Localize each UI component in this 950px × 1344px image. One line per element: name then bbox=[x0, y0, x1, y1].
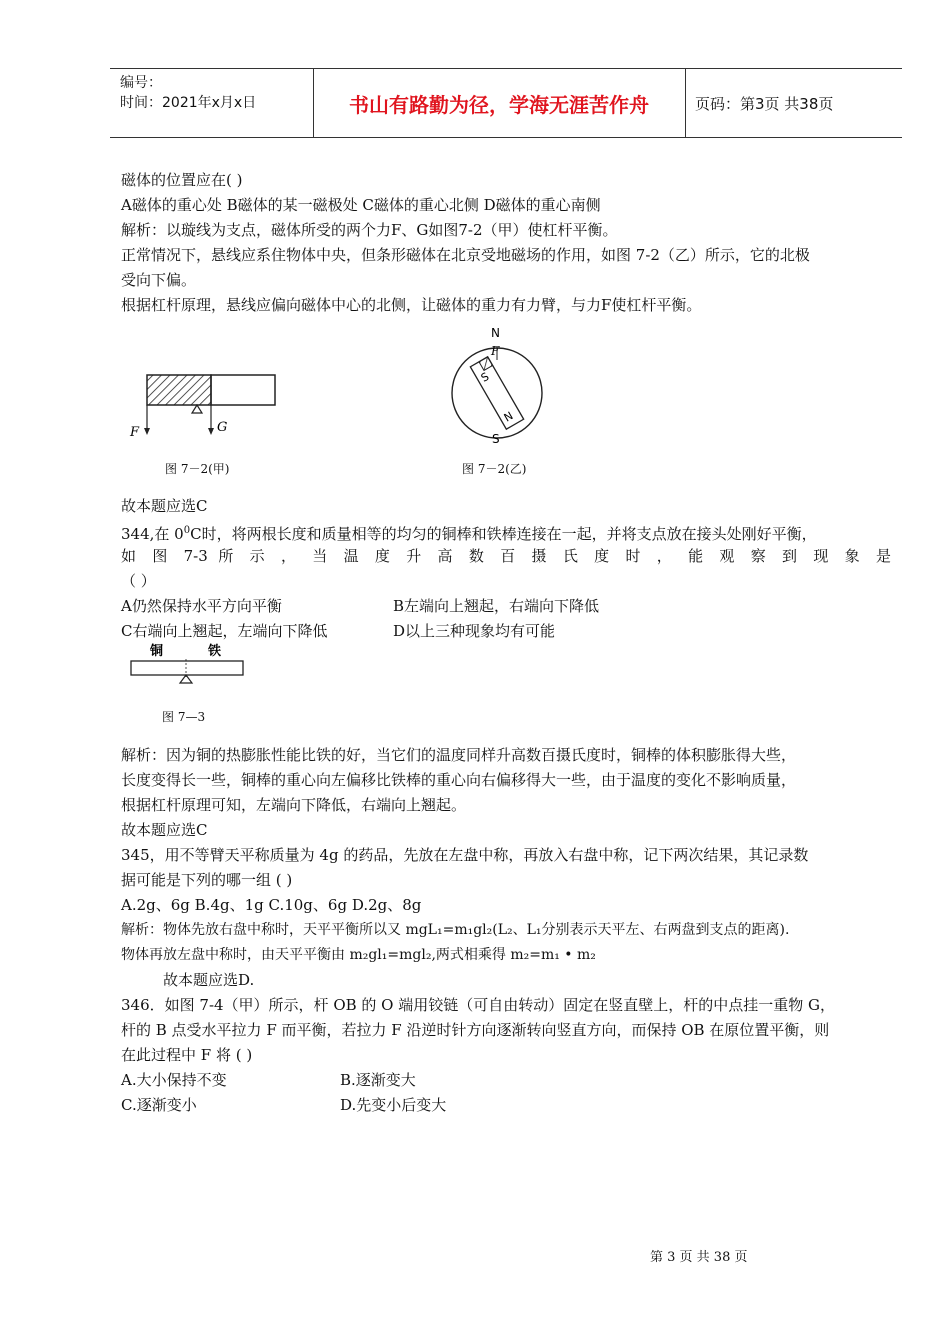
figure-caption: 图 7－2(乙) bbox=[462, 462, 527, 476]
label-copper: 铜 bbox=[150, 644, 164, 659]
figure-7-3 bbox=[125, 642, 250, 687]
rod bbox=[131, 661, 243, 675]
page-header bbox=[110, 68, 902, 138]
question-344-line: （ ） bbox=[121, 572, 156, 590]
text-line: 解析：以璇线为支点，磁体所受的两个力F、G如图7-2（甲）使杠杆平衡。 bbox=[121, 221, 618, 239]
analysis-line: 物体再放左盘中称时，由天平平衡由 m₂gl₁=mgl₂,两式相乘得 m₂=m₁ • m₂ bbox=[121, 947, 596, 963]
option-b: B.逐渐变大 bbox=[340, 1071, 416, 1089]
option-d: D以上三种现象均有可能 bbox=[393, 622, 556, 640]
option-a: A仍然保持水平方向平衡 bbox=[121, 597, 282, 615]
label-north: N bbox=[491, 326, 500, 340]
header-divider bbox=[685, 69, 686, 137]
question-344-line: 如 图 7-3 所 示 ， 当 温 度 升 高 数 百 摄 氏 度 时 ， 能 观 察 到 现 象 是 bbox=[121, 547, 891, 565]
text-line: A磁体的重心处 B磁体的某一磁极处 C磁体的重心北侧 D磁体的重心南侧 bbox=[121, 196, 601, 214]
answer-line: 故本题应选C bbox=[121, 821, 208, 839]
label-g: G bbox=[217, 420, 228, 435]
header-meta bbox=[120, 73, 256, 113]
figure-7-2-a bbox=[125, 360, 290, 450]
magnet-hatched-half bbox=[147, 375, 211, 405]
answer-line: 故本题应选D. bbox=[163, 971, 255, 989]
option-d: D.先变小后变大 bbox=[340, 1096, 447, 1114]
option-c: C.逐渐变小 bbox=[121, 1096, 197, 1114]
text-line: 正常情况下，悬线应系住物体中央，但条形磁体在北京受地磁场的作用，如图 7-2（乙）所示，它的北极 bbox=[121, 246, 810, 264]
question-345-line: 据可能是下列的哪一组 ( ) bbox=[121, 871, 293, 889]
option-b: B左端向上翘起，右端向下降低 bbox=[393, 597, 600, 615]
figure-caption: 图 7－2(甲) bbox=[165, 462, 230, 476]
question-346-line: 在此过程中 F 将 ( ) bbox=[121, 1046, 253, 1064]
header-page-number: 页码：第3页 共38页 bbox=[695, 95, 834, 113]
pivot-triangle bbox=[192, 405, 202, 413]
header-number: 编号： bbox=[120, 75, 162, 91]
question-344-line: 344,在 $0^0C$时，将两根长度和质量相等的均匀的铜棒和铁棒连接在一起，并将支点放在接头处刚好平衡， bbox=[121, 525, 817, 543]
figure-caption: 图 7—3 bbox=[162, 710, 206, 724]
question-346-line: 346．如图 7-4（甲）所示，杆 OB 的 O 端用铰链（可自由转动）固定在竖直壁上，杆的中点挂一重物 G， bbox=[121, 996, 835, 1014]
label-iron: 铁 bbox=[208, 644, 222, 659]
label-bar-n: N bbox=[501, 409, 516, 425]
compass-circle bbox=[452, 348, 542, 438]
question-345-line: 345，用不等臂天平称质量为 4g 的药品，先放在左盘中称，再放入右盘中称，记下两次结果，其记录数 bbox=[121, 846, 809, 864]
text-line: 根据杠杆原理，悬线应偏向磁体中心的北侧，让磁体的重力有力臂，与力F使杠杆平衡。 bbox=[121, 296, 702, 314]
magnet-plain-half bbox=[211, 375, 275, 405]
answer-line: 故本题应选C bbox=[121, 497, 208, 515]
analysis-line: 解析：物体先放右盘中称时，天平平衡所以又 mgL₁=m₁gl₂(L₂、L₁分别表示天平左、右两盘到支点的距离). bbox=[121, 922, 790, 938]
text-line: 受向下偏。 bbox=[121, 271, 197, 289]
text-line: 磁体的位置应在( ) bbox=[121, 171, 243, 189]
option-a: A.大小保持不变 bbox=[121, 1071, 227, 1089]
header-time: 时间：2021年x月x日 bbox=[120, 95, 257, 111]
analysis-line: 根据杠杆原理可知，左端向下降低，右端向上翘起。 bbox=[121, 796, 467, 814]
question-346-line: 杆的 B 点受水平拉力 F 而平衡，若拉力 F 沿逆时针方向逐渐转向竖直方向，而保持 OB 在原位置平衡，则 bbox=[121, 1021, 830, 1039]
label-south: S bbox=[492, 432, 500, 445]
label-f: F bbox=[491, 344, 500, 358]
analysis-line: 解析：因为铜的热膨胀性能比铁的好，当它们的温度同样升高数百摄氏度时，铜棒的体积膨胀得大些， bbox=[121, 746, 797, 764]
figure-7-2-b bbox=[445, 325, 555, 445]
label-bar-s: S bbox=[478, 369, 492, 385]
page-footer: 第 3 页 共 38 页 bbox=[650, 1250, 748, 1265]
analysis-line: 长度变得长一些，铜棒的重心向左偏移比铁棒的重心向右偏移得大一些，由于温度的变化不影响质量， bbox=[121, 771, 797, 789]
question-345-options: A.2g、6g B.4g、1g C.10g、6g D.2g、8g bbox=[121, 896, 422, 914]
bar-magnet bbox=[470, 357, 523, 429]
option-c: C右端向上翘起，左端向下降低 bbox=[121, 622, 328, 640]
label-f: F bbox=[130, 425, 140, 440]
header-motto: 书山有路勤为径，学海无涯苦作舟 bbox=[349, 93, 649, 117]
